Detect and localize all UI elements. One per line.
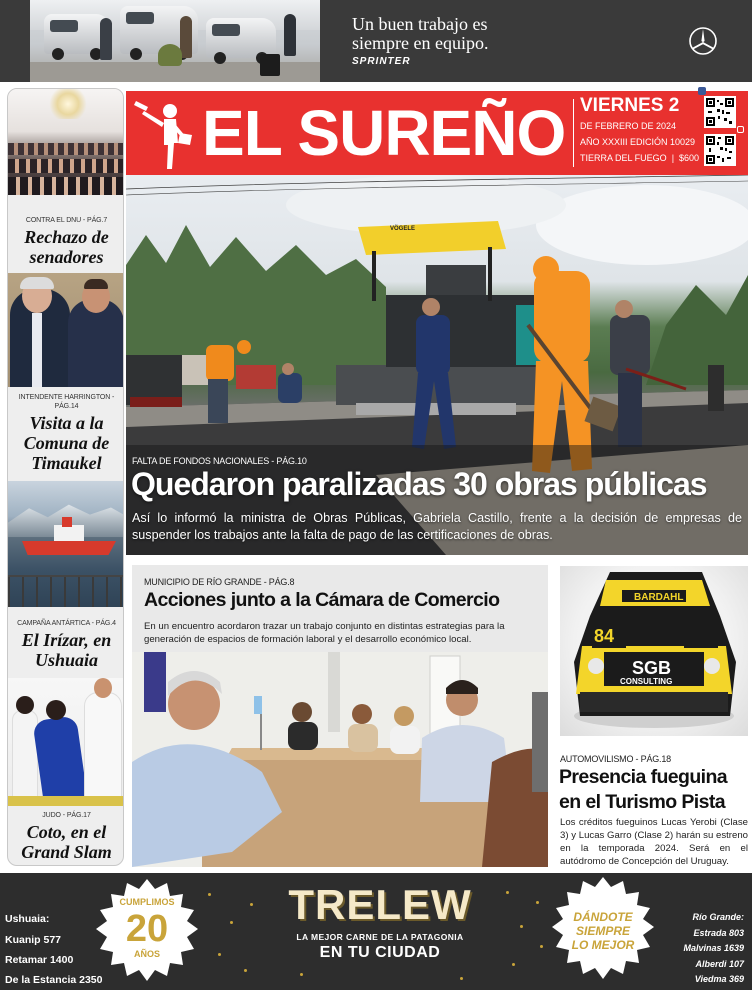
masthead [126,91,748,175]
svg-text:SIEMPRE: SIEMPRE [575,924,631,938]
store-address: Retamar 1400 [5,954,74,966]
issue-edition: AÑO XXXIII EDICIÓN 10029 [580,137,696,147]
mayor-visit-photo [8,273,124,387]
issue-date: DE FEBRERO DE 2024 [580,121,677,131]
issue-location-price: TIERRA DEL FUEGO | $600 [580,153,700,163]
ad-slogan: Un buen trabajo es siempre en equipo. [352,14,489,53]
qr-code-icon[interactable] [704,134,736,166]
paver-brand: VÖGELE [390,226,416,232]
lead-story[interactable] [126,175,748,555]
sprinter-banner-ad[interactable] [0,0,752,82]
newspaper-title[interactable]: EL SUREÑO [202,97,566,169]
masthead-divider [573,99,574,167]
story-chamber-of-commerce[interactable] [132,565,548,867]
mercedes-star-icon [688,26,718,56]
icebreaker-ship-photo [8,481,124,607]
store-address: Kuanip 577 [5,934,62,946]
issue-day: VIERNES 2 [580,95,680,116]
svg-text:LO MEJOR: LO MEJOR [571,938,635,952]
lead-summary: Así lo informó la ministra de Obras Públicas, Gabriela Castillo, frente a la decisión de empresas de suspender los trabajos ante la falta de pago de las certificaciones de obras. [132,511,742,542]
svg-text:AÑOS: AÑOS [133,949,161,959]
car-number: 84 [594,626,615,646]
race-car-photo [560,566,748,736]
sidebar-kicker: CONTRA EL DNU - PÁG.7 [25,217,108,224]
story-headline[interactable]: Presencia fueguina en el Turismo Pista [559,766,728,813]
sidebar-headline[interactable]: El Irízar, en Ushuaia [21,630,112,670]
rio-grande-label: Río Grande: [692,912,744,922]
trelew-logo: TRELEW [288,881,472,928]
svg-text:CUMPLIMOS: CUMPLIMOS [119,897,175,907]
svg-text:DÁNDOTE: DÁNDOTE [573,910,633,924]
car-sponsor-main: SGB [632,658,672,678]
story-kicker: MUNICIPIO DE RÍO GRANDE - PÁG.8 [144,577,295,587]
sidebar-kicker: JUDO - PÁG.17 [42,812,91,819]
lead-headline[interactable]: Quedaron paralizadas 30 obras públicas [131,466,707,502]
facebook-icon[interactable] [698,87,706,95]
newsboy-logo-icon [134,97,194,171]
store-address: Alberdi 107 [695,959,744,969]
story-headline[interactable]: Acciones junto a la Cámara de Comercio [144,589,500,611]
car-sponsor-top: BARDAHL [634,592,684,603]
sidebar-kicker: CAMPAÑA ANTÁRTICA - PÁG.4 [17,620,116,627]
lead-kicker: FALTA DE FONDOS NACIONALES - PÁG.10 [132,456,307,466]
qr-code-icon[interactable] [704,96,736,128]
car-sponsor-sub: CONSULTING [620,677,673,686]
sidebar-headline[interactable]: Rechazo de senadores [24,227,109,267]
sidebar-kicker: INTENDENTE HARRINGTON - PÁG.14 [18,394,115,410]
sidebar-headline[interactable]: Visita a la Comuna de Timaukel [23,413,110,473]
sidebar-headline[interactable]: Coto, en el Grand Slam [21,822,112,862]
ad-vans-photo [30,0,320,82]
ad-brand: SPRINTER [352,56,411,67]
ushuaia-label: Ushuaia: [5,913,50,925]
anniversary-badge [92,877,202,987]
ad-tagline-city: EN TU CIUDAD [319,944,441,961]
senate-chamber-photo [8,89,124,195]
sidebar-briefs [7,88,124,866]
store-address: Malvinas 1639 [683,943,744,953]
story-summary: En un encuentro acordaron trazar un trabajo conjunto en distintas estrategias para la generación de espacios de formación laboral y el desarrollo económico local. [144,621,505,645]
story-summary: Los créditos fueguinos Lucas Yerobi (Clase 3) y Lucas Garro (Clase 2) harán su estreno en la temporada 2024. Será en el autódromo de Concepción del Uruguay. [560,817,748,867]
trelew-banner-ad[interactable] [0,873,752,990]
judo-photo [8,678,124,806]
ad-tagline: LA MEJOR CARNE DE LA PATAGONIA [296,932,464,942]
store-address: De la Estancia 2350 [5,974,103,986]
instagram-icon[interactable] [737,126,744,133]
story-kicker: AUTOMOVILISMO - PÁG.18 [560,754,671,764]
store-address: Viedma 369 [694,974,744,984]
meeting-photo [132,652,548,867]
slogan-badge [548,875,658,985]
store-address: Estrada 803 [693,928,744,938]
svg-text:20: 20 [125,908,169,950]
